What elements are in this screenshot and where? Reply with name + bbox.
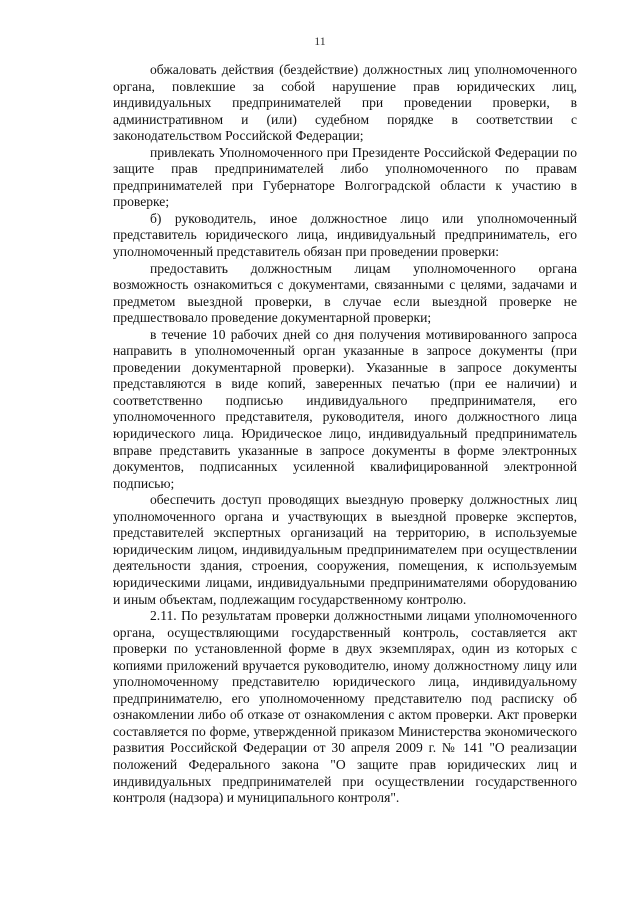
paragraph-provide-documents-access: предоставить должностным лицам уполномоченного органа возможность ознакомиться с документами, связанными с целями, задачами и предметом выездной проверки, в случае если выездной проверке не предшествовало проведение документарной проверки;: [113, 260, 577, 326]
paragraph-obligations-intro: б) руководитель, иное должностное лицо или уполномоченный представитель юридического лица, индивидуальный предприниматель, его уполномоченный представитель обязан при проведении проверки:: [113, 210, 577, 260]
paragraph-inspection-act: 2.11. По результатам проверки должностными лицами уполномоченного органа, осуществляющими государственный контроль, составляется акт проверки по установленной форме в двух экземплярах, один из которых с копиями приложений вручается руководителю, иному должностному лицу или уполномоченному представителю юридического лица, индивидуальному предпринимателю, его уполномоченному представителю под расписку об ознакомлении либо об отказе от ознакомления с актом проверки. Акт проверки составляется по форме, утвержденной приказом Министерства экономического развития Российской Федерации от 30 апреля 2009 г. № 141 "О реализации положений Федерального закона "О защите прав юридических лиц и индивидуальных предпринимателей при осуществлении государственного контроля (надзора) и муниципального контроля".: [113, 608, 577, 806]
paragraph-involve-ombudsman: привлекать Уполномоченного при Президенте Российской Федерации по защите прав предпринимателей либо уполномоченного по правам предпринимателей при Губернаторе Волгоградской области к участию в проверке;: [113, 144, 577, 210]
document-body: [113, 62, 577, 807]
paragraph-ensure-access: обеспечить доступ проводящих выездную проверку должностных лиц уполномоченного органа и участвующих в выездной проверке экспертов, представителей экспертных организаций на территорию, в используемые юридическим лицом, индивидуальным предпринимателем при осуществлении деятельности здания, строения, сооружения, помещения, к используемым юридическими лицами, индивидуальными предпринимателями оборудованию и иным объектам, подлежащим государственному контролю.: [113, 492, 577, 607]
paragraph-send-documents: в течение 10 рабочих дней со дня получения мотивированного запроса направить в уполномоченный орган указанные в запросе документы (при проведении документарной проверки). Указанные в запросе документы представляются в виде копий, заверенных печатью (при ее наличии) и соответственно подписью индивидуального предпринимателя, его уполномоченного представителя, руководителя, иного должностного лица юридического лица. Юридическое лицо, индивидуальный предприниматель вправе представить указанные в запросе документы в форме электронных документов, подписанных усиленной квалифицированной электронной подписью;: [113, 326, 577, 491]
paragraph-appeal-actions: обжаловать действия (бездействие) должностных лиц уполномоченного органа, повлекшие за собой нарушение прав юридических лиц, индивидуальных предпринимателей при проведении проверки, в административном и (или) судебном порядке в соответствии с законодательством Российской Федерации;: [113, 62, 577, 144]
page-number: 11: [314, 34, 326, 48]
